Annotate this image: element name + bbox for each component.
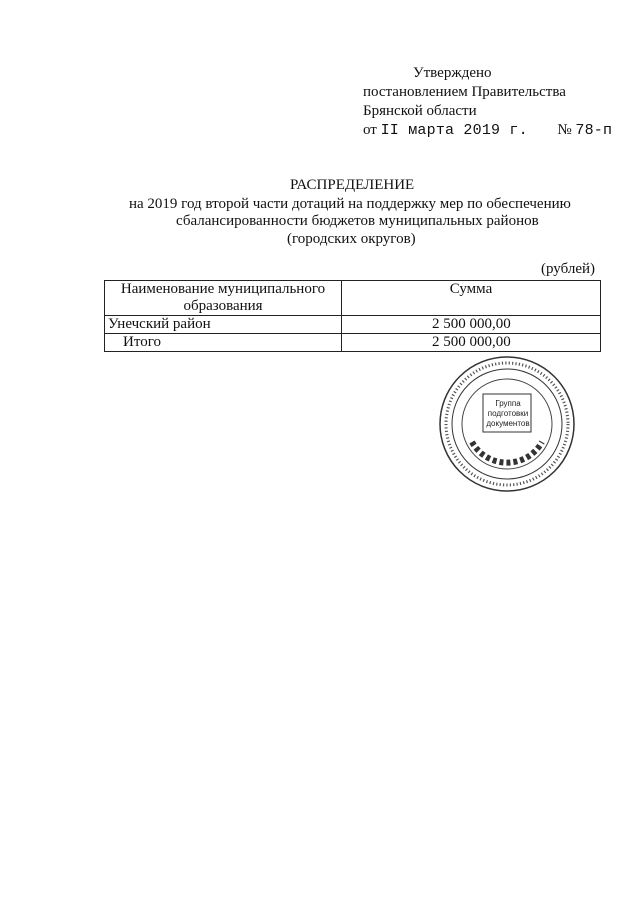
table-header-row: [105, 281, 601, 316]
official-stamp: [437, 354, 577, 494]
approval-number: 78-п: [575, 122, 613, 139]
stamp-inner-label: Группа подготовки документов: [486, 399, 530, 428]
approval-number-sign: №: [557, 122, 572, 138]
approval-date-line: [363, 121, 612, 140]
title-main: РАСПРЕДЕЛЕНИЕ: [290, 177, 415, 193]
title-line-3: (городских округов): [287, 231, 416, 247]
approval-region: Брянской области: [363, 103, 477, 119]
header-sum: Сумма: [342, 281, 601, 316]
approval-date-prefix: от: [363, 122, 377, 138]
units-label: (рублей): [541, 261, 596, 277]
row-sum: 2 500 000,00: [342, 316, 601, 334]
approval-by: постановлением Правительства: [363, 84, 566, 100]
row-municipality-name: Унечский район: [105, 316, 342, 334]
table-row: [105, 316, 601, 334]
approval-block: [363, 64, 612, 140]
total-label: Итого: [105, 334, 342, 352]
total-sum: 2 500 000,00: [342, 334, 601, 352]
title-line-2: сбалансированности бюджетов муниципальных районов: [176, 213, 539, 229]
distribution-table: [104, 280, 601, 352]
approval-date: II марта 2019 г.: [380, 122, 528, 139]
table-total-row: [105, 334, 601, 352]
title-line-1: на 2019 год второй части дотаций на поддержку мер по обеспечению: [129, 196, 571, 212]
approval-title: Утверждено: [413, 65, 492, 81]
header-municipality: Наименование муниципального образования: [105, 281, 342, 316]
